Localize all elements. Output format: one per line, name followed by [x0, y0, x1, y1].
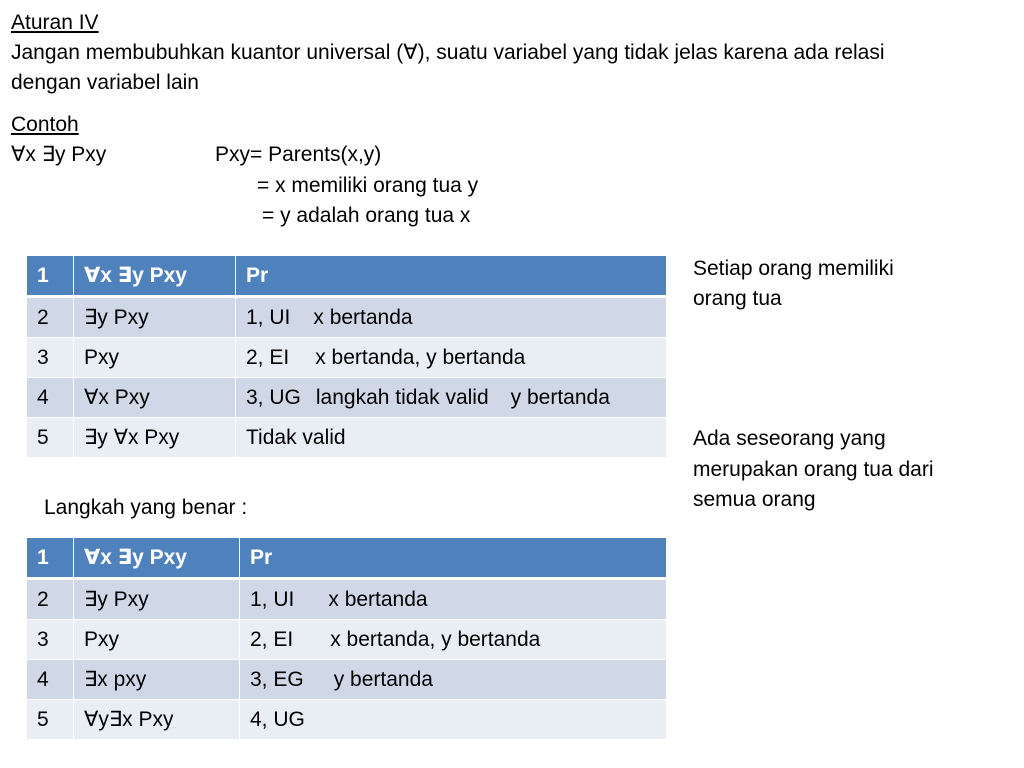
header-rule: Pr [236, 256, 667, 297]
example-meaning-2: = y adalah orang tua x [262, 204, 471, 227]
row-formula: Pxy [74, 620, 240, 660]
row-formula: ∃x pxy [74, 660, 240, 700]
proof-table-invalid [26, 255, 667, 458]
row-justification: 2, EI x bertanda, y bertanda [240, 620, 667, 660]
row-number: 4 [27, 660, 74, 700]
header-formula: ∀x ∃y Pxy [74, 538, 240, 579]
table-header-row [27, 538, 667, 579]
table-header-row [27, 256, 667, 297]
row-number: 3 [27, 338, 74, 378]
proof-table-valid [26, 537, 667, 740]
example-heading: Contoh [11, 113, 79, 136]
example-meaning-1: = x memiliki orang tua y [257, 174, 479, 197]
rule-text-line2: dengan variabel lain [11, 71, 199, 94]
header-number: 1 [27, 256, 74, 297]
note-every-person-line2: orang tua [693, 287, 782, 310]
note-every-person-line1: Setiap orang memiliki [693, 257, 894, 280]
header-rule: Pr [240, 538, 667, 579]
row-justification: 1, UI x bertanda [236, 297, 667, 338]
table-row [27, 700, 667, 740]
rule-text-line1: Jangan membubuhkan kuantor universal (∀), suatu variabel yang tidak jelas karena ada relasi [11, 41, 885, 64]
table-row [27, 620, 667, 660]
row-justification: 3, EG y bertanda [240, 660, 667, 700]
table-row [27, 418, 667, 458]
note-someone-line1: Ada seseorang yang [693, 427, 886, 450]
row-formula: ∃y Pxy [74, 579, 240, 620]
table-row [27, 297, 667, 338]
row-justification: 1, UI x bertanda [240, 579, 667, 620]
row-formula: ∃y Pxy [74, 297, 236, 338]
table-row [27, 378, 667, 418]
row-justification: Tidak valid [236, 418, 667, 458]
correct-steps-label: Langkah yang benar : [44, 496, 248, 519]
table-row [27, 579, 667, 620]
row-justification: 2, EI x bertanda, y bertanda [236, 338, 667, 378]
example-formula: ∀x ∃y Pxy [11, 143, 107, 166]
row-formula: ∃y ∀x Pxy [74, 418, 236, 458]
row-justification: 4, UG [240, 700, 667, 740]
rule-title: Aturan IV [11, 11, 99, 34]
row-formula: Pxy [74, 338, 236, 378]
row-formula: ∀y∃x Pxy [74, 700, 240, 740]
example-definition: Pxy= Parents(x,y) [215, 143, 382, 166]
table-row [27, 660, 667, 700]
row-formula: ∀x Pxy [74, 378, 236, 418]
header-formula: ∀x ∃y Pxy [74, 256, 236, 297]
row-number: 5 [27, 418, 74, 458]
row-number: 4 [27, 378, 74, 418]
row-justification: 3, UG langkah tidak valid y bertanda [236, 378, 667, 418]
row-number: 3 [27, 620, 74, 660]
table-row [27, 338, 667, 378]
note-someone-line3: semua orang [693, 488, 816, 511]
row-number: 5 [27, 700, 74, 740]
note-someone-line2: merupakan orang tua dari [693, 458, 934, 481]
header-number: 1 [27, 538, 74, 579]
row-number: 2 [27, 297, 74, 338]
row-number: 2 [27, 579, 74, 620]
